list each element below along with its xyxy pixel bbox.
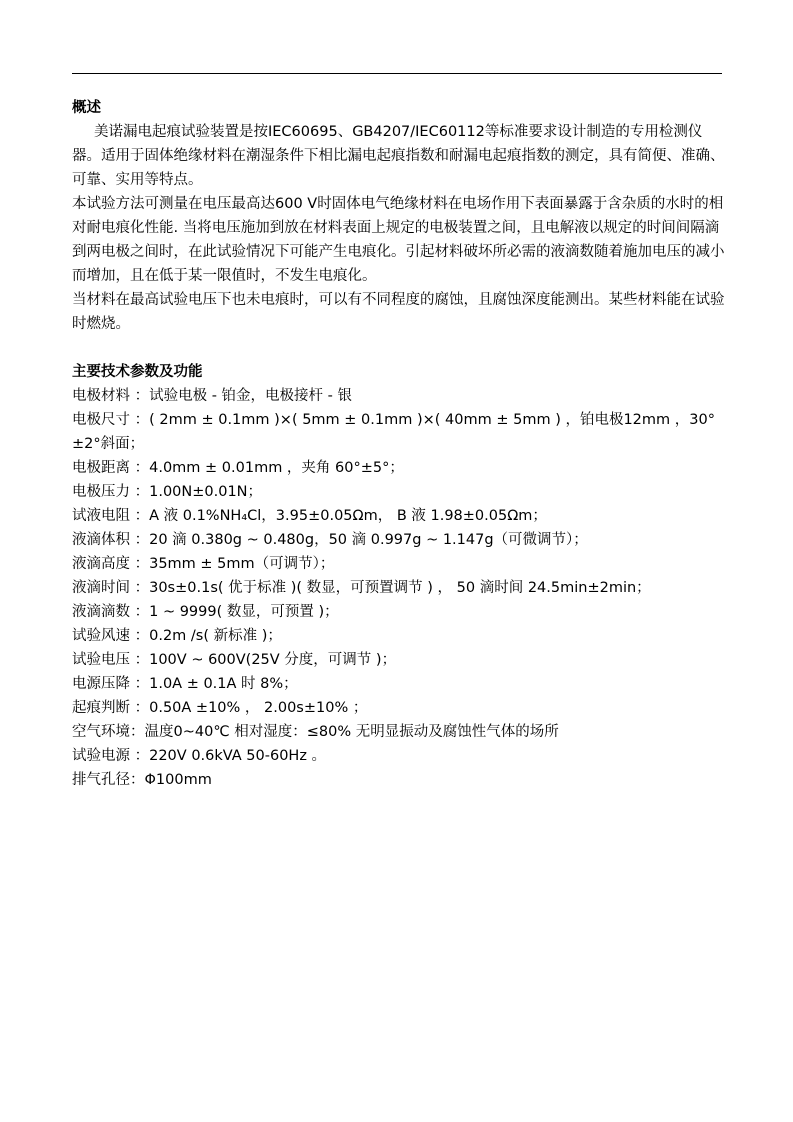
- document-body: [72, 96, 728, 792]
- overview-paragraph-2: 本试验方法可测量在电压最高达600 V时固体电气绝缘材料在电场作用下表面暴露于含杂质的水时的相对耐电痕化性能. 当将电压施加到放在材料表面上规定的电极装置之间，且电解液以规定的时间间隔滴到两电极之间时，在此试验情况下可能产生电痕化。引起材料破坏所必需的液滴数随着施加电压的减小而增加，且在低于某一限值时，不发生电痕化。: [72, 196, 725, 284]
- overview-paragraph-3: 当材料在最高试验电压下也未电痕时，可以有不同程度的腐蚀，且腐蚀深度能测出。某些材料能在试验时燃烧。: [72, 292, 725, 332]
- specs-heading: 主要技术参数及功能: [72, 364, 203, 380]
- spec-item: 电极距离 ：4.0mm ± 0.01mm ，夹角 60°±5°；: [72, 460, 404, 476]
- spec-item: 液滴高度 ：35mm ± 5mm（可调节）；: [72, 556, 335, 572]
- spec-item: 液滴滴数 ：1 ~ 9999( 数显，可预置 )；: [72, 604, 339, 620]
- spec-item: 试验电压 ：100V ~ 600V(25V 分度，可调节 )；: [72, 652, 397, 668]
- spec-item: 试液电阻 ：A 液 0.1%NH₄Cl，3.95±0.05Ωm， B 液 1.98±0.05Ωm；: [72, 508, 547, 524]
- spec-item: 试验电源 ：220V 0.6kVA 50-60Hz 。: [72, 748, 327, 764]
- spec-item: 液滴时间 ：30s±0.1s( 优于标准 )( 数显，可预置调节 ) ， 50 滴时间 24.5min±2min；: [72, 580, 651, 596]
- header-rule: [72, 73, 722, 74]
- spec-item: 试验风速 ：0.2m /s( 新标准 )；: [72, 628, 282, 644]
- spec-item: 电极尺寸 ：( 2mm ± 0.1mm )×( 5mm ± 0.1mm )×( 40mm ± 5mm ) ，铂电极12mm ，30°±2°斜面；: [72, 412, 715, 452]
- section-spacer: [72, 336, 728, 360]
- overview-paragraph-1: 美诺漏电起痕试验装置是按IEC60695、GB4207/IEC60112等标准要求设计制造的专用检测仪器。适用于固体绝缘材料在潮湿条件下相比漏电起痕指数和耐漏电起痕指数的测定，具有简便、准确、可靠、实用等特点。: [72, 124, 725, 188]
- spec-item: 空气环境：温度0~40℃ 相对湿度：≤80% 无明显振动及腐蚀性气体的场所: [72, 724, 559, 740]
- spec-item: 起痕判断 ：0.50A ±10% ， 2.00s±10% ；: [72, 700, 368, 716]
- spec-item: 液滴体积 ：20 滴 0.380g ~ 0.480g，50 滴 0.997g ~ 1.147g（可微调节）；: [72, 532, 588, 548]
- overview-heading: 概述: [72, 100, 101, 116]
- spec-item: 电极材料 ：试验电极 - 铂金，电极接杆 - 银: [72, 388, 353, 404]
- spec-item: 电源压降 ：1.0A ± 0.1A 时 8%；: [72, 676, 298, 692]
- spec-item: 排气孔径：Φ100mm: [72, 772, 212, 788]
- spec-item: 电极压力 ：1.00N±0.01N；: [72, 484, 263, 500]
